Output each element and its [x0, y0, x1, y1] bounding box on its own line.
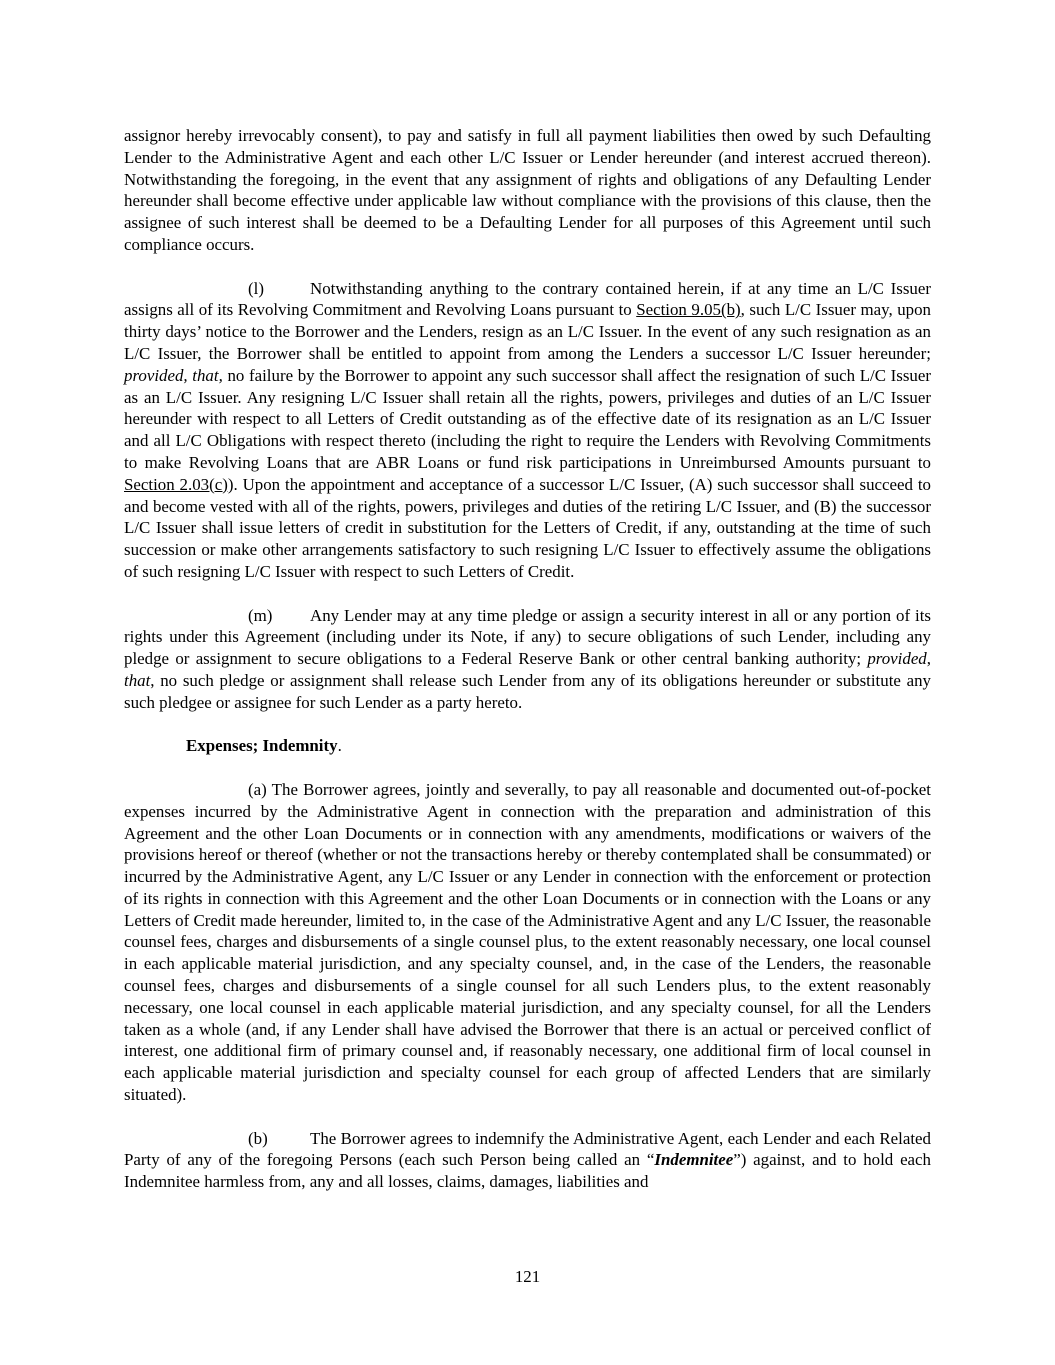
- defined-term-indemnitee: Indemnitee: [654, 1150, 734, 1170]
- page-number: 121: [514, 1267, 541, 1286]
- section-reference-9-05b: Section 9.05(b): [636, 300, 741, 320]
- paragraph-l: [124, 278, 931, 583]
- paragraph-b-text-2: ”) against, and to hold each Indemnitee harmless from, any and all losses, claims, damages, liabilities and: [124, 1150, 932, 1192]
- proviso-that: that: [124, 670, 151, 690]
- proviso-comma: ,: [926, 649, 931, 669]
- section-heading-title: Expenses; Indemnity: [186, 736, 338, 756]
- continuation-paragraph: assignor hereby irrevocably consent), to pay and satisfy in full all payment liabilities then owed by such Defaulting Lender to the Administrative Agent and each other L/C Issuer or Lender hereunder (and interest accrued thereon). Notwithstanding the foregoing, in the event that any assignment of rights and obligations of any Defaulting Lender hereunder shall become effective under applicable law without compliance with the provisions of this clause, then the assignee of such interest shall be deemed to be a Defaulting Lender for all purposes of this Agreement until such compliance occurs.: [124, 126, 931, 254]
- clause-label-b: (b): [248, 1128, 268, 1148]
- paragraph-l-text-4: ). Upon the appointment and acceptance of a successor L/C Issuer, (A) such successor shall succeed to and become vested with all of the rights, powers, privileges and duties of the retiring L/C Issuer, and (B) the successor L/C Issuer shall issue letters of credit in substitution for the Letters of Credit, if any, outstanding at the time of such succession or make other arrangements satisfactory to such resigning L/C Issuer to effectively assume the obligations of such resigning L/C Issuer with respect to such Letters of Credit.: [124, 474, 931, 581]
- paragraph-a: (a) The Borrower agrees, jointly and severally, to pay all reasonable and documented out-of-pocket expenses incurred by the Administrative Agent in connection with the preparation and administration of this Agreement and the other Loan Documents or in connection with any amendments, modifications or waivers of the provisions hereof or thereof (whether or not the transactions hereby or thereby contemplated shall be consummated) or incurred by the Administrative Agent, any L/C Issuer or any Lender in connection with the enforcement or protection of its rights in connection with this Agreement and the other Loan Documents or in connection with the Loans or any Letters of Credit made hereunder, limited to, in the case of the Administrative Agent and any L/C Issuer, the reasonable counsel fees, charges and disbursements of a single counsel plus, to the extent reasonably necessary, one local counsel in each applicable material jurisdiction, and any specialty counsel, and, in the case of the Lenders, the reasonable counsel fees, charges and disbursements of a single counsel for all such Lenders plus, to the extent reasonably necessary, one local counsel in each applicable material jurisdiction, and any specialty counsel, for all the Lenders taken as a whole (and, if any Lender shall have advised the Borrower that there is an actual or perceived conflict of interest, one additional firm of primary counsel and, if reasonably necessary, one additional firm of local counsel in each applicable material jurisdiction and specialty counsel for each group of affected Lenders that are similarly situated).: [124, 779, 931, 1105]
- section-reference-2-03c: Section 2.03(c): [124, 474, 228, 494]
- paragraph-m: [124, 605, 931, 714]
- paragraph-l-text-2: , such L/C Issuer may, upon thirty days’ notice to the Borrower and the Lenders, resign as an L/C Issuer. In the event of any such resignation as an L/C Issuer, the Borrower shall be entitled to appoint from among the Lenders a successor L/C Issuer hereunder;: [124, 300, 932, 363]
- paragraph-b: [124, 1128, 931, 1193]
- paragraph-m-text-1: Any Lender may at any time pledge or assign a security interest in all or any portion of its rights under this Agreement (including under its Note, if any) to secure obligations of such Lender, including any pledge or assignment to secure obligations to a Federal Reserve Bank or other central banking authority;: [124, 605, 931, 669]
- clause-label-l: (l): [248, 278, 264, 298]
- paragraph-l-text-3: no failure by the Borrower to appoint any such successor shall affect the resignation of such L/C Issuer as an L/C Issuer. Any resigning L/C Issuer shall retain all the rights, powers, privileges and duties of an L/C Issuer hereunder with respect to all Letters of Credit outstanding as of the effective date of its resignation as an L/C Issuer and all L/C Obligations with respect thereto (including the right to require the Lenders with Revolving Commitments to make Revolving Loans that are ABR Loans or fund risk participations in Unreimbursed Amounts pursuant to: [124, 365, 931, 472]
- document-page: [124, 125, 931, 1215]
- section-heading: [124, 735, 931, 757]
- paragraph-b-text-1: The Borrower agrees to indemnify the Administrative Agent, each Lender and each Related Party of any of the foregoing Persons (each such Person being called an “: [124, 1128, 931, 1170]
- proviso-text: provided, that,: [124, 365, 223, 385]
- clause-label-m: (m): [248, 605, 273, 625]
- paragraph-l-text-1: Notwithstanding anything to the contrary contained herein, if at any time an L/C Issuer assigns all of its Revolving Commitment and Revolving Loans pursuant to: [124, 278, 931, 320]
- paragraph-m-text-2: , no such pledge or assignment shall release such Lender from any of its obligations hereunder or substitute any such pledgee or assignee for such Lender as a party hereto.: [124, 670, 931, 712]
- section-heading-period: .: [337, 736, 342, 756]
- proviso-provided: provided: [867, 649, 927, 669]
